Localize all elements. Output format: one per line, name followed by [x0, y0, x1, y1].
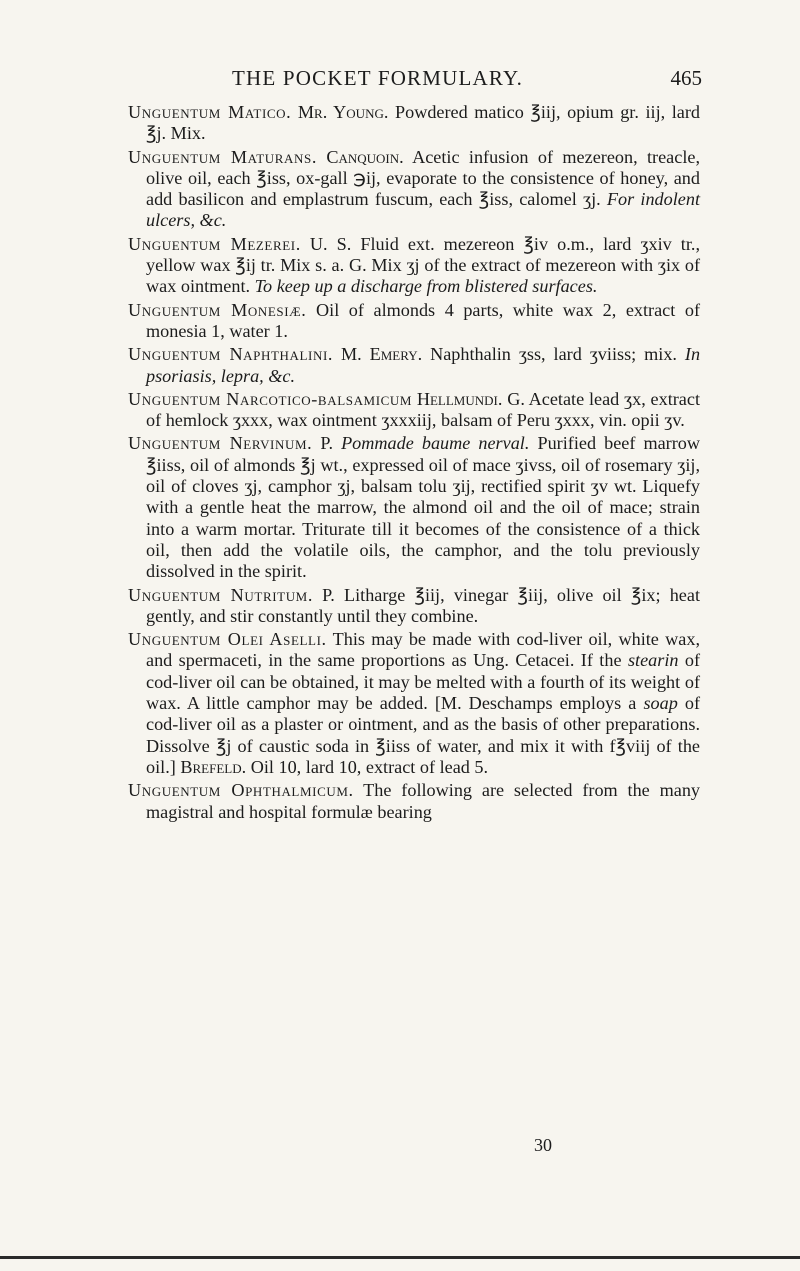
entry-text: Acetate lead ʒx, extract of hemlock ʒxxx, wax ointment ʒxxxiij, balsam of Peru ʒxxx, vin. opii ʒv.	[146, 388, 701, 431]
entry-text: This may be made with cod-liver oil, white wax, and spermaceti, in the same proportions as Ung. Cetacei. If the	[146, 629, 700, 671]
entry-authority: Canquoin.	[326, 146, 404, 167]
entry-monesiae	[128, 300, 700, 343]
page-edge-rule	[0, 1256, 800, 1259]
entry-text: Fluid ext. mezereon ℥iv o.m., lard ʒxiv tr., yellow wax ℥ij tr. Mix s. a.	[146, 233, 700, 276]
entry-authority: Hellmundi.	[416, 388, 503, 409]
entry-olei-aselli	[128, 629, 700, 778]
entry-matico	[128, 102, 700, 145]
entry-heading: Unguentum Narcotico-balsamicum	[128, 388, 413, 409]
entry-authority: P.	[320, 433, 333, 454]
entry-emphasis: stearin	[627, 650, 679, 671]
entry-authority-secondary: Brefeld.	[180, 756, 247, 777]
entry-text-continued: of cod-liver oil as a plaster or ointment, and as the basis of other preparations. Dissolve ℥j of caustic soda in ℥iiss of water, and mix it with f℥viij of the oil.]	[146, 693, 701, 777]
entry-heading: Unguentum Ophthalmicum.	[128, 780, 354, 801]
entry-heading: Unguentum Nutritum.	[128, 584, 313, 605]
running-header	[232, 66, 702, 96]
entry-heading: Unguentum Matico.	[128, 102, 292, 122]
entry-authority-secondary: G.	[348, 255, 367, 276]
entry-heading: Unguentum Olei Aselli.	[128, 629, 327, 650]
entry-maturans	[128, 147, 700, 232]
formulary-body	[128, 102, 700, 825]
entry-text-secondary: Oil 10, lard 10, extract of lead 5.	[250, 756, 489, 777]
entry-naphthalini	[128, 344, 700, 387]
entry-nervinum	[128, 433, 700, 582]
entry-text: Litharge ℥iij, vinegar ℥iij, olive oil ℥ix; heat gently, and stir constantly until they combine.	[146, 584, 700, 626]
entry-heading: Unguentum Monesiæ.	[128, 299, 307, 320]
entry-nutritum	[128, 585, 700, 628]
entry-mezerei	[128, 234, 700, 298]
entry-use: Pommade baume nerval.	[341, 433, 530, 454]
entry-authority-secondary: G.	[507, 388, 525, 409]
entry-use: For indolent ulcers, &c.	[146, 189, 701, 231]
entry-text: The following are selected from the many magistral and hospital formulæ bearing	[146, 780, 701, 822]
entry-use: In psoriasis, lepra, &c.	[146, 344, 701, 386]
running-title: THE POCKET FORMULARY.	[232, 66, 524, 90]
entry-heading: Unguentum Naphthalini.	[128, 344, 334, 365]
entry-narcotico-balsamicum	[128, 389, 700, 432]
entry-emphasis: soap	[643, 693, 678, 714]
entry-text: Oil of almonds 4 parts, white wax 2, extract of monesia 1, water 1.	[146, 299, 701, 341]
entry-text-continued: of cod-liver oil can be obtained, it may be melted with a fourth of its weight of wax. A little camphor may be added. [M. Deschamps employs a	[146, 650, 701, 714]
entry-ophthalmicum	[128, 780, 700, 823]
entry-authority: U. S.	[309, 233, 352, 254]
entry-text: Naphthalin ʒss, lard ʒviiss; mix.	[430, 344, 677, 365]
entry-authority: P.	[322, 584, 335, 605]
entry-text: Purified beef marrow ℥iiss, oil of almonds ℥j wt., expressed oil of mace ʒivss, oil of rosemary ʒij, oil of cloves ʒj, camphor ʒj, balsam tolu ʒij, rectified spirit ʒv wt. Liquefy with a gentle heat the marrow, the almond oil and the oil of mace; strain into a warm mortar. Triturate till it becomes of the consistence of a thick oil, then add the volatile oils, the camphor, and the tolu previously dissolved in the spirit.	[146, 433, 701, 582]
entry-text: Powdered matico ℥iij, opium gr. iij, lard ℥j. Mix.	[146, 102, 701, 144]
entry-heading: Unguentum Mezerei.	[128, 233, 301, 254]
entry-heading: Unguentum Maturans.	[128, 146, 317, 167]
signature-mark: 30	[534, 1135, 552, 1155]
page-number: 465	[670, 66, 702, 90]
entry-text-secondary: Mix ʒj of the extract of mezereon with ʒix of wax ointment.	[146, 255, 701, 297]
entry-heading: Unguentum Nervinum.	[128, 433, 313, 454]
entry-authority: M. Emery.	[340, 344, 423, 365]
entry-text: Acetic infusion of mezereon, treacle, olive oil, each ℥iss, ox-gall ℈ij, evaporate to the consistence of honey, and add basilicon and emplastrum fuscum, each ℥iss, calomel ʒj.	[146, 146, 701, 210]
entry-use: To keep up a discharge from blistered surfaces.	[254, 276, 598, 297]
entry-authority: Mr. Young.	[297, 102, 389, 122]
